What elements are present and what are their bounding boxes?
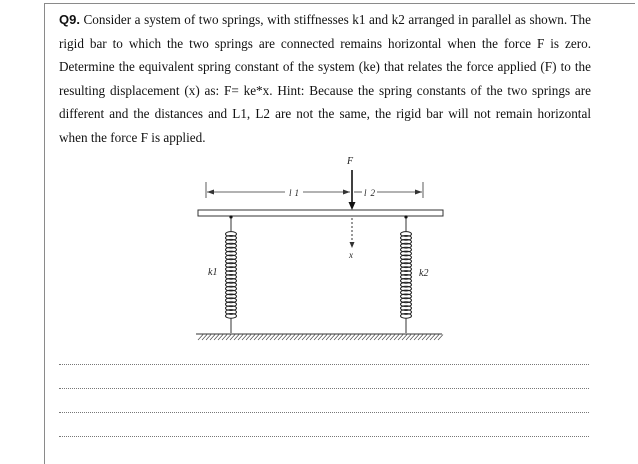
spring-k1-label: k1 (208, 267, 218, 278)
dimension-l2-label (364, 188, 376, 198)
force-arrow-head (349, 202, 356, 210)
displacement-arrow-head (350, 242, 355, 248)
spring-k2-label: k2 (419, 268, 429, 279)
dimension-l2-arrow-right (415, 190, 422, 195)
svg-text:l2: l2 (364, 188, 375, 198)
question-text: Consider a system of two springs, with stiffnesses k1 and k2 arranged in parallel as shown. The rigid bar to which the two springs are connected remains horizontal when the force F is zero. Determine the equivalent spring constant of the system (ke) that relates the force applied (F) to the resulting displacement (x) as: F= ke*x. Hint: Because the spring constants of the two springs are different and the distances and L1, L2 are not the same, the rigid bar will not remain horizontal when the force F is applied. (59, 12, 591, 145)
answer-line-3 (59, 412, 589, 413)
dimension-l1-label (289, 188, 299, 198)
displacement-label: x (349, 250, 353, 260)
question-block (59, 8, 591, 150)
force-label: F (347, 156, 354, 167)
answer-line-2 (59, 388, 589, 389)
dimension-l1-arrow-left (207, 190, 214, 195)
answer-line-4 (59, 436, 589, 437)
question-number: Q9. (59, 12, 80, 27)
svg-text:l1: l1 (289, 188, 299, 198)
spring-system-figure (190, 152, 450, 352)
spring-k1 (226, 218, 237, 333)
dimension-l1-arrow-right (343, 190, 350, 195)
rigid-bar (198, 210, 443, 216)
spring-k2 (401, 218, 412, 333)
ground-hatching (196, 334, 443, 340)
answer-line-1 (59, 364, 589, 365)
